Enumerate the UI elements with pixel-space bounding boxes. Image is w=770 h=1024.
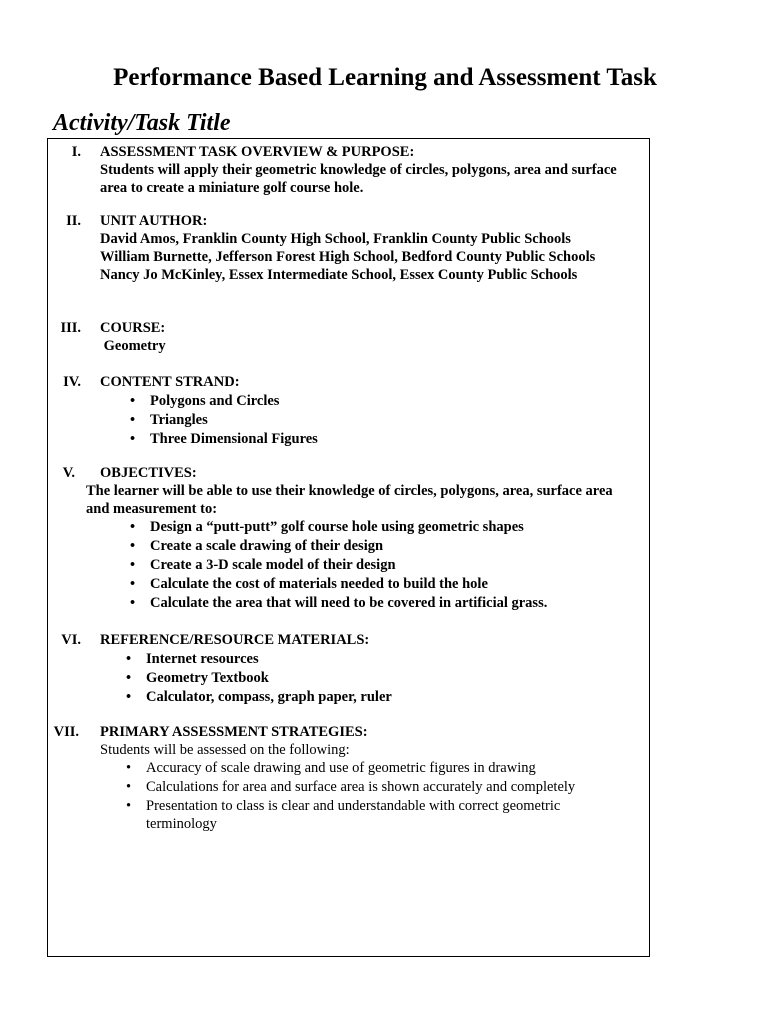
overview-line: Students will apply their geometric knowledge of circles, polygons, area and surface xyxy=(100,162,617,178)
list-item: • Internet resources xyxy=(126,651,259,667)
bullet-icon: • xyxy=(130,557,136,573)
section-heading: ASSESSMENT TASK OVERVIEW & PURPOSE: xyxy=(100,144,415,160)
author-line: William Burnette, Jefferson Forest High School, Bedford County Public Schools xyxy=(100,249,596,265)
content-strand-list xyxy=(130,392,645,448)
list-item: • Calculate the cost of materials needed to build the hole xyxy=(130,576,488,592)
section-heading: COURSE: xyxy=(100,320,166,336)
bullet-icon: • xyxy=(130,431,136,447)
overview-line: area to create a miniature golf course hole. xyxy=(100,180,364,196)
author-line: David Amos, Franklin County High School, Franklin County Public Schools xyxy=(100,231,571,247)
bullet-icon: • xyxy=(126,779,132,795)
bullet-icon: • xyxy=(126,760,132,776)
task-outline-box xyxy=(47,138,650,957)
section-body xyxy=(100,723,645,833)
list-item: • Create a 3-D scale model of their design xyxy=(130,557,396,573)
section-body xyxy=(100,464,645,482)
bullet-icon: • xyxy=(126,689,132,705)
list-item: • Create a scale drawing of their design xyxy=(130,538,384,554)
section-numeral: I. xyxy=(71,144,81,160)
section-heading: REFERENCE/RESOURCE MATERIALS: xyxy=(100,632,370,648)
objectives-intro xyxy=(86,482,631,612)
assessment-intro: Students will be assessed on the following: xyxy=(100,742,350,758)
list-item: • Geometry Textbook xyxy=(126,670,269,686)
document-title: Performance Based Learning and Assessment Task xyxy=(113,64,657,91)
section-numeral: II. xyxy=(66,213,81,229)
section-numeral: VI. xyxy=(61,632,81,648)
bullet-icon: • xyxy=(126,798,132,814)
section-body xyxy=(100,373,645,448)
list-item: • Calculations for area and surface area is shown accurately and completely xyxy=(126,779,576,795)
list-item: • Calculate the area that will need to be covered in artificial grass. xyxy=(130,595,548,611)
section-heading: PRIMARY ASSESSMENT STRATEGIES: xyxy=(100,724,368,740)
list-item: • Accuracy of scale drawing and use of geometric figures in drawing xyxy=(126,760,536,776)
bullet-icon: • xyxy=(130,538,136,554)
section-body xyxy=(100,212,645,284)
bullet-icon: • xyxy=(130,519,136,535)
assessment-list xyxy=(126,759,586,833)
objectives-list xyxy=(130,518,631,612)
section-numeral: III. xyxy=(60,320,81,336)
activity-task-title: Activity/Task Title xyxy=(53,110,231,136)
section-body xyxy=(100,143,645,197)
section-body xyxy=(100,319,645,355)
list-item: • Calculator, compass, graph paper, ruler xyxy=(126,689,392,705)
list-item: • Polygons and Circles xyxy=(130,393,280,409)
list-item: • Triangles xyxy=(130,412,208,428)
section-heading: UNIT AUTHOR: xyxy=(100,213,208,229)
objectives-line: and measurement to: xyxy=(86,501,218,517)
section-numeral: V. xyxy=(62,465,75,481)
author-line: Nancy Jo McKinley, Essex Intermediate School, Essex County Public Schools xyxy=(100,267,578,283)
objectives-line: The learner will be able to use their knowledge of circles, polygons, area, surface area xyxy=(86,483,613,499)
course-value: Geometry xyxy=(100,338,166,354)
bullet-icon: • xyxy=(130,393,136,409)
section-body xyxy=(100,631,645,706)
bullet-icon: • xyxy=(130,595,136,611)
section-heading: OBJECTIVES: xyxy=(100,465,197,481)
list-item: • Design a “putt-putt” golf course hole using geometric shapes xyxy=(130,519,524,535)
bullet-icon: • xyxy=(130,576,136,592)
bullet-icon: • xyxy=(126,670,132,686)
section-numeral: IV. xyxy=(63,374,81,390)
list-item: • Presentation to class is clear and understandable with correct geometric terminology xyxy=(126,798,561,832)
bullet-icon: • xyxy=(126,651,132,667)
section-numeral: VII. xyxy=(53,724,79,740)
reference-list xyxy=(126,650,645,706)
list-item: • Three Dimensional Figures xyxy=(130,431,318,447)
section-heading: CONTENT STRAND: xyxy=(100,374,240,390)
bullet-icon: • xyxy=(130,412,136,428)
